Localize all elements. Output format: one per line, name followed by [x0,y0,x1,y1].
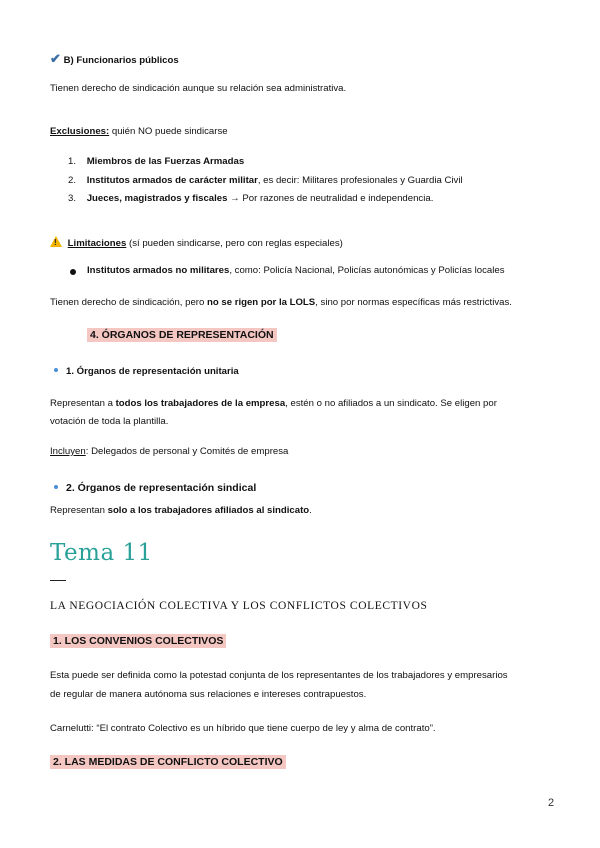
bullet-icon [70,269,76,275]
section-heading: 2. LAS MEDIDAS DE CONFLICTO COLECTIVO [50,756,286,768]
section-heading: 4. ÓRGANOS DE REPRESENTACIÓN [87,329,277,341]
paragraph: Representan a todos los trabajadores de la empresa, estén o no afiliados a un sindicato. Se eligen por [50,398,497,409]
exclusiones-line: Exclusiones: quién NO puede sindicarse [50,126,228,137]
limitaciones-note: Tienen derecho de sindicación, pero no se rigen por la LOLS, sino por normas específicas más restrictivas. [50,297,512,308]
page-subtitle: LA NEGOCIACIÓN COLECTIVA Y LOS CONFLICTOS COLECTIVOS [50,600,428,612]
page-number: 2 [548,797,555,809]
quote: Carnelutti: “El contrato Colectivo es un híbrido que tiene cuerpo de ley y alma de contrato”. [50,723,436,734]
paragraph: Esta puede ser definida como la potestad conjunta de los representantes de los trabajadores y empresarios [50,670,508,681]
funcionarios-text: Tienen derecho de sindicación aunque su relación sea administrativa. [50,83,347,94]
funcionarios-heading: ✔ B) Funcionarios públicos [50,51,179,66]
paragraph: de regular de manera autónoma sus relaciones e intereses contrapuestos. [50,689,367,700]
page-title: Tema 11 [50,540,153,566]
list-item: 2. Institutos armados de carácter militar, es decir: Militares profesionales y Guardia Civil [68,175,463,186]
limitaciones-line: ! Limitaciones (sí pueden sindicarse, pero con reglas especiales) [50,235,343,249]
bullet-icon [54,485,58,489]
incluyen-line: Incluyen: Delegados de personal y Comités de empresa [50,446,289,457]
list-item: 3. Jueces, magistrados y fiscales → Por razones de neutralidad e independencia. [68,193,434,204]
section-heading: 1. LOS CONVENIOS COLECTIVOS [50,635,226,647]
paragraph: votación de toda la plantilla. [50,416,169,427]
list-item: 1. Miembros de las Fuerzas Armadas [68,156,245,167]
bullet-icon [54,368,58,372]
warning-icon [50,236,62,247]
subsection-heading: 1. Órganos de representación unitaria [54,366,239,377]
paragraph: Representan solo a los trabajadores afiliados al sindicato. [50,505,312,516]
checkmark-icon: ✔ [50,51,61,66]
subsection-heading: 2. Órganos de representación sindical [54,482,256,494]
title-divider [50,580,66,581]
